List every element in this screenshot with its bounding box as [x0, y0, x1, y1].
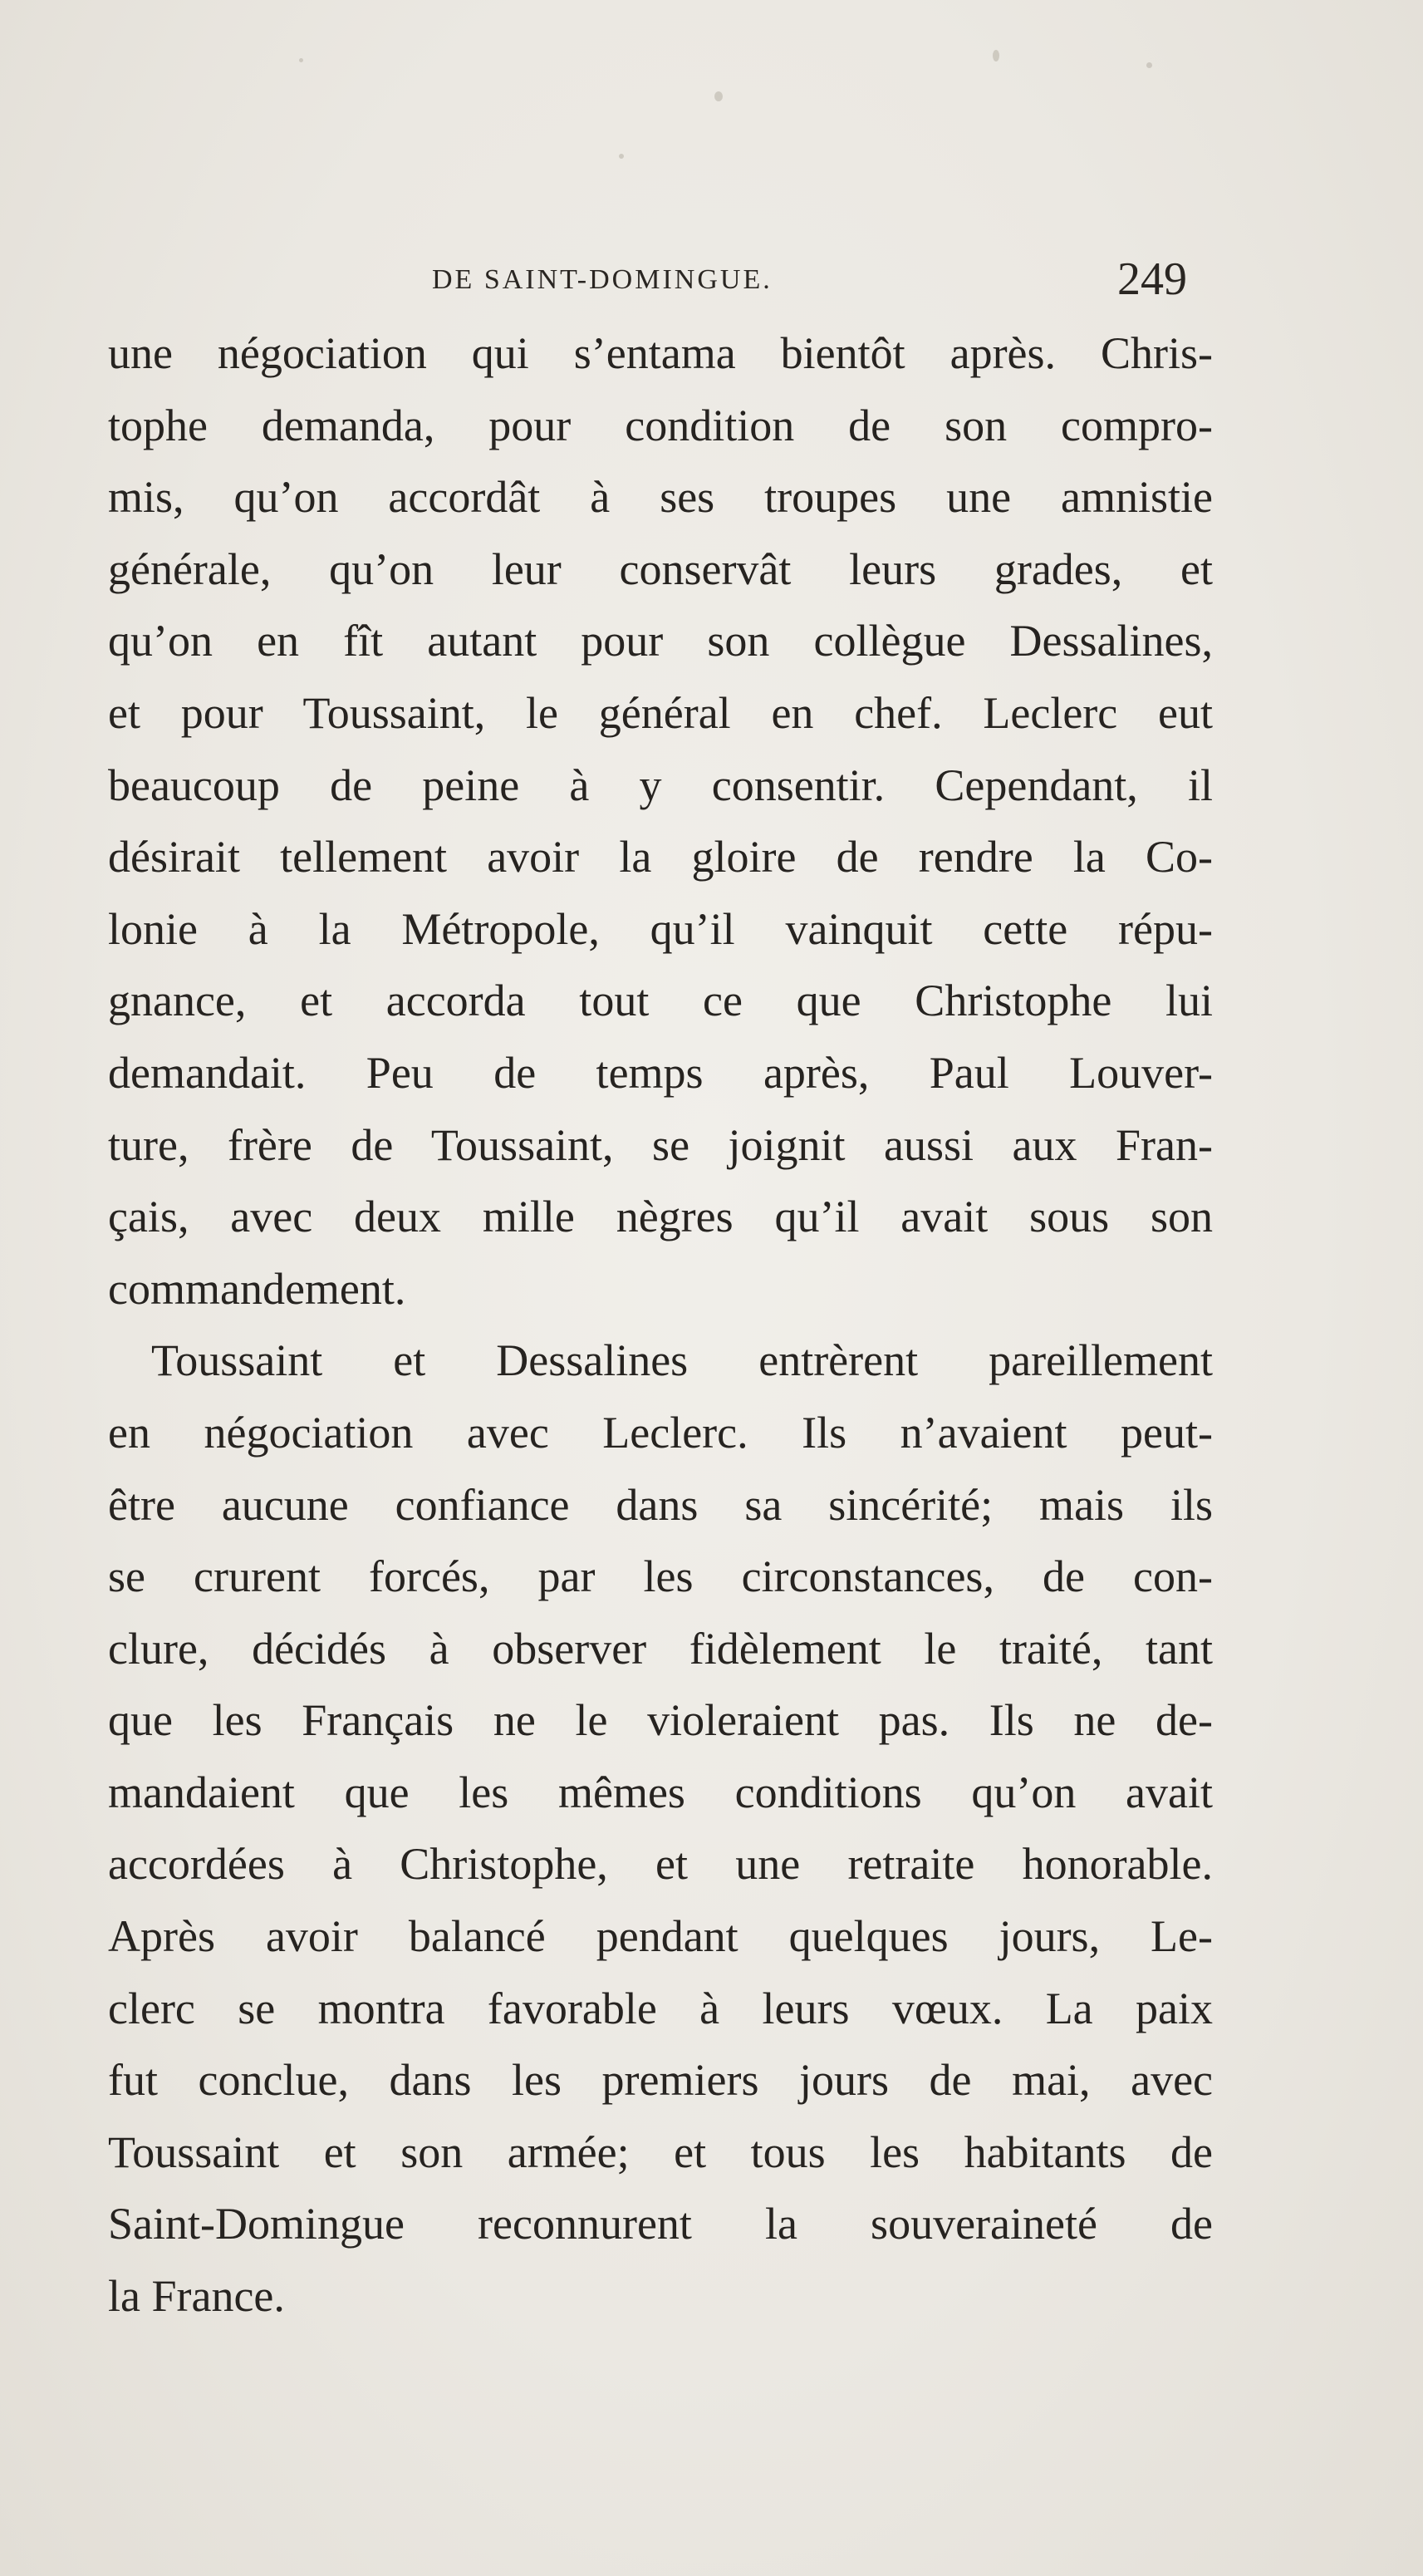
text-line: et pour Toussaint, le général en chef. Leclerc eut — [108, 687, 1213, 738]
text-line: çais, avec deux mille nègres qu’il avait sous son — [108, 1192, 1213, 1242]
text-line: Toussaint et Dessalines entrèrent pareillement — [151, 1335, 1213, 1386]
paper-speck — [619, 154, 624, 159]
text-line: une négociation qui s’entama bientôt après. Chris- — [108, 328, 1213, 378]
text-line: mandaient que les mêmes conditions qu’on avait — [108, 1767, 1213, 1817]
text-line: générale, qu’on leur conservât leurs grades, et — [108, 543, 1213, 594]
body-text — [108, 317, 1213, 2333]
text-line: commandement. — [108, 1263, 406, 1314]
paper-speck — [1146, 62, 1152, 68]
text-line: tophe demanda, pour condition de son compro- — [108, 400, 1213, 450]
text-line: clure, décidés à observer fidèlement le traité, tant — [108, 1623, 1213, 1674]
text-line: beaucoup de peine à y consentir. Cependant, il — [108, 760, 1213, 810]
text-line: demandait. Peu de temps après, Paul Louver- — [108, 1047, 1213, 1098]
text-line: que les Français ne le violeraient pas. Ils ne de- — [108, 1695, 1213, 1746]
paper-speck — [299, 58, 303, 62]
running-head — [0, 249, 1423, 316]
text-line: gnance, et accorda tout ce que Christophe lui — [108, 976, 1213, 1026]
paragraph — [108, 317, 1213, 1325]
running-head-title: DE SAINT-DOMINGUE. — [432, 264, 773, 295]
text-line: la France. — [108, 2271, 285, 2322]
text-line: mis, qu’on accordât à ses troupes une amnistie — [108, 472, 1213, 523]
text-line: fut conclue, dans les premiers jours de mai, avec — [108, 2055, 1213, 2106]
paper-speck — [714, 91, 723, 101]
text-line: se crurent forcés, par les circonstances, de con- — [108, 1551, 1213, 1602]
text-line: en négociation avec Leclerc. Ils n’avaient peut- — [108, 1407, 1213, 1458]
text-line: lonie à la Métropole, qu’il vainquit cette répu- — [108, 903, 1213, 954]
text-line: accordées à Christophe, et une retraite honorable. — [108, 1839, 1213, 1890]
page-number: 249 — [1117, 253, 1187, 305]
text-line: qu’on en fît autant pour son collègue Dessalines, — [108, 616, 1213, 666]
text-line: clerc se montra favorable à leurs vœux. La paix — [108, 1983, 1213, 2033]
text-line: Après avoir balancé pendant quelques jours, Le- — [108, 1911, 1213, 1962]
text-line: Toussaint et son armée; et tous les habitants de — [108, 2126, 1213, 2177]
text-line: être aucune confiance dans sa sincérité; mais ils — [108, 1479, 1213, 1530]
paragraph — [108, 1325, 1213, 2332]
text-line: Saint-Domingue reconnurent la souveraineté de — [108, 2199, 1213, 2249]
text-line: ture, frère de Toussaint, se joignit aussi aux Fran- — [108, 1119, 1213, 1170]
text-line: désirait tellement avoir la gloire de rendre la Co- — [108, 832, 1213, 882]
paper-speck — [993, 50, 999, 61]
